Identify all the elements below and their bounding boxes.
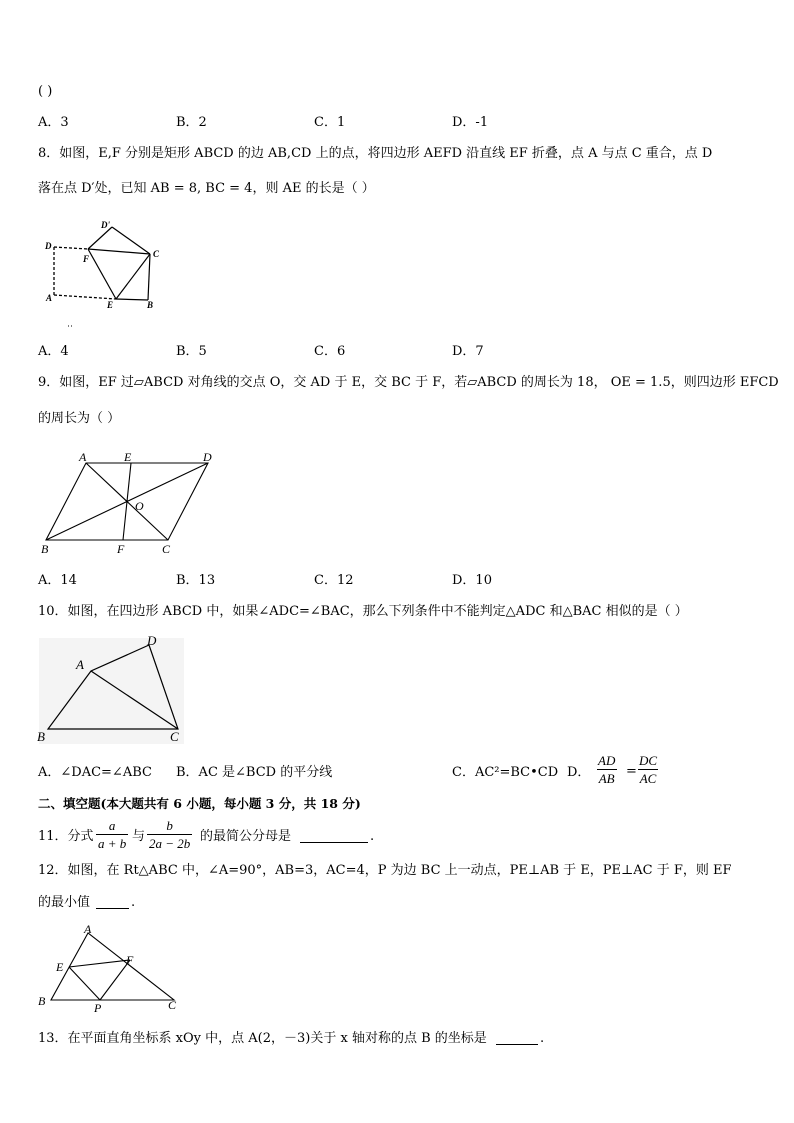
- fraction-numerator: DC: [639, 753, 658, 768]
- q9-label-b: B: [41, 542, 49, 556]
- q9-option-d: D．10: [452, 573, 492, 588]
- fraction-numerator: a: [108, 818, 116, 833]
- q10-label-d: D: [147, 633, 157, 648]
- q10-option-c: C．AC²=BC•CD: [452, 765, 559, 780]
- q11-fraction-2: [147, 818, 192, 851]
- q11-suffix: 的最简公分母是: [200, 829, 292, 844]
- q8-option-d: D．7: [452, 344, 484, 359]
- fraction-denominator: AB: [598, 771, 615, 786]
- q8-label-d-prime: D': [101, 220, 110, 230]
- q10-label-a: A: [76, 657, 84, 672]
- q10-label-b: B: [37, 729, 45, 744]
- q8-label-a: A: [46, 293, 53, 303]
- q9-label-o: O: [135, 499, 144, 513]
- q8-question-line2: 落在点 D′处，已知 AB = 8, BC = 4，则 AE 的长是（ ）: [38, 181, 375, 196]
- q7-answer-paren: ( ): [38, 84, 53, 99]
- q12-figure: [36, 923, 186, 1013]
- fraction-numerator: b: [166, 818, 173, 833]
- q10-question: 10．如图，在四边形 ABCD 中，如果∠ADC=∠BAC，那么下列条件中不能判定△ADC 和△BAC 相似的是（ ）: [38, 604, 688, 619]
- q12-label-b: B: [38, 994, 46, 1008]
- q8-label-e: E: [107, 300, 114, 310]
- q7-option-c: C．1: [314, 115, 346, 130]
- fraction-denominator: a + b: [98, 836, 127, 851]
- q8-label-d: D: [45, 241, 52, 251]
- q7-option-a: A．3: [38, 115, 69, 130]
- q7-option-d: D．-1: [452, 115, 489, 130]
- q10-figure: [36, 635, 186, 747]
- q12-label-c: C: [168, 998, 177, 1012]
- q9-label-a: A: [79, 450, 87, 464]
- q12-label-a: A: [84, 922, 92, 936]
- section-2-heading: 二、填空题(本大题共有 6 小题，每小题 3 分，共 18 分): [38, 796, 361, 811]
- q11-end: .: [370, 829, 375, 844]
- q12-label-p: P: [94, 1001, 102, 1015]
- q10-option-d-label: D．: [567, 765, 591, 780]
- q9-question-line2: 的周长为（ ）: [38, 411, 121, 426]
- q8-option-c: C．6: [314, 344, 346, 359]
- q7-option-b: B．2: [176, 115, 207, 130]
- q13-end: .: [540, 1031, 545, 1046]
- fraction-numerator: AD: [598, 753, 616, 768]
- q8-label-f: F: [83, 254, 90, 264]
- q9-figure: [38, 447, 223, 557]
- q9-label-f: F: [117, 542, 125, 556]
- q13-answer-blank[interactable]: [496, 1032, 538, 1045]
- q9-label-e: E: [124, 450, 132, 464]
- q8-option-b: B．5: [176, 344, 207, 359]
- q9-option-c: C．12: [314, 573, 354, 588]
- q12-answer-blank[interactable]: [96, 896, 129, 909]
- q12-end: .: [131, 895, 136, 910]
- q9-option-b: B．13: [176, 573, 216, 588]
- q8-label-b: B: [147, 300, 154, 310]
- q12-label-f: F: [126, 953, 134, 967]
- q10-option-d-equals: =: [626, 764, 637, 779]
- q10-option-b: B．AC 是∠BCD 的平分线: [176, 765, 333, 780]
- q11-connector: 与: [132, 829, 146, 844]
- q9-label-c: C: [162, 542, 171, 556]
- q8-figure: [40, 215, 170, 330]
- q8-option-a: A．4: [38, 344, 69, 359]
- q12-question-line1: 12．如图，在 Rt△ABC 中，∠A=90°，AB=3，AC=4，P 为边 BC 上一动点，PE⊥AB 于 E，PE⊥AC 于 F，则 EF: [38, 863, 732, 878]
- q10-option-a: A．∠DAC=∠ABC: [38, 765, 152, 780]
- fraction-denominator: 2a − 2b: [149, 836, 191, 851]
- q9-label-d: D: [203, 450, 212, 464]
- q10-option-d-fraction-2: [637, 753, 659, 786]
- q12-label-e: E: [56, 960, 64, 974]
- q12-question-line2: 的最小值: [38, 895, 91, 910]
- q9-option-a: A．14: [38, 573, 77, 588]
- q9-question-line1: 9．如图，EF 过▱ABCD 对角线的交点 O，交 AD 于 E，交 BC 于 F，若▱ABCD 的周长为 18， OE = 1.5，则四边形 EFCD: [38, 375, 779, 390]
- q8-question-line1: 8．如图，E,F 分别是矩形 ABCD 的边 AB,CD 上的点，将四边形 AEFD 沿直线 EF 折叠，点 A 与点 C 重合，点 D: [38, 146, 713, 161]
- q11-answer-blank[interactable]: [300, 830, 368, 843]
- fraction-denominator: AC: [639, 771, 657, 786]
- q13-question: 13．在平面直角坐标系 xOy 中，点 A(2，－3)关于 x 轴对称的点 B 的坐标是: [38, 1031, 487, 1046]
- q10-label-c: C: [170, 729, 179, 744]
- q11-fraction-1: [96, 818, 128, 851]
- q11-prefix: 11．分式: [38, 829, 94, 844]
- q8-label-c: C: [153, 249, 160, 259]
- q10-option-d-fraction-1: [596, 753, 617, 786]
